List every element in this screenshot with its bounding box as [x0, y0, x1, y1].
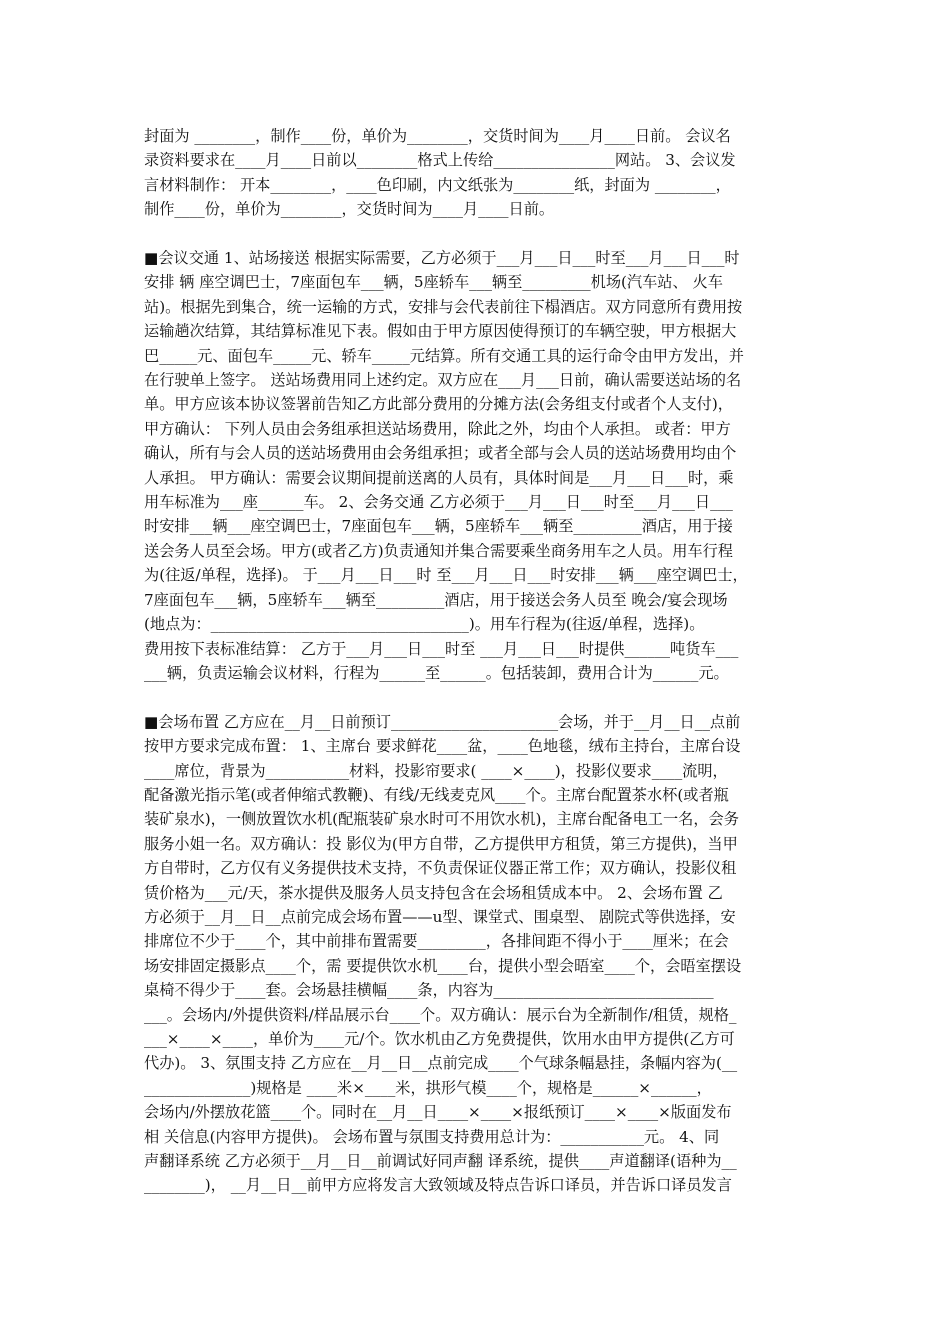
- text-line: 方自带时，乙方仅有义务提供技术支持，不负责保证仪器正常工作；双方确认，投影仪租: [144, 859, 737, 878]
- paragraph-materials: [144, 124, 814, 222]
- text-line: 服务小姐一名。双方确认：投 影仪为(甲方自带，乙方提供甲方租赁，第三方提供)，当甲: [144, 834, 738, 853]
- text-line: ___辆，负责运输会议材料，行程为______至______。包括装卸，费用合计为______元。: [144, 663, 729, 682]
- text-line: 费用按下表标准结算： 乙方于___月___日___时至 ___月___日___时提供______吨货车___: [144, 639, 739, 658]
- text-line: 安排 辆 座空调巴士，7座面包车___辆，5座轿车___辆至_________机场(汽车站、 火车: [144, 273, 723, 292]
- text-line: ____席位，背景为___________材料，投影帘要求( ____×____)，投影仪要求____流明，: [144, 761, 728, 780]
- text-line: 装矿泉水)，一侧放置饮水机(配瓶装矿泉水时可不用饮水机)，主席台配备电工一名，会务: [144, 810, 739, 829]
- text-line: 巴_____元、面包车_____元、轿车_____元结算。所有交通工具的运行命令由甲方发出，并: [144, 346, 744, 365]
- text-line: 场安排固定摄影点____个，需 要提供饮水机____台，提供小型会晤室____个，会晤室摆设: [144, 956, 742, 975]
- text-line: ________)， __月__日__前甲方应将发言大致领域及特点告诉口译员，并告诉口译员发言: [144, 1176, 732, 1195]
- text-line: 人承担。 甲方确认：需要会议期间提前送离的人员有，具体时间是___月___日___时，乘: [144, 468, 734, 487]
- text-line: 运输趟次结算，其结算标准见下表。假如由于甲方原因使得预订的车辆空驶，甲方根据大: [144, 322, 737, 341]
- text-line: 言材料制作： 开本________，____色印刷，内文纸张为________纸，封面为 ________，: [144, 175, 731, 194]
- text-line: 声翻译系统 乙方必须于__月__日__前调试好同声翻 译系统，提供____声道翻译(语种为__: [144, 1152, 737, 1171]
- paragraph-gap: [144, 685, 814, 709]
- text-line: 确认，所有与会人员的送站场费用由会务组承担；或者全部与会人员的送站场费用均由个: [144, 444, 737, 463]
- text-line: ___×____×____，单价为____元/个。饮水机由乙方免费提供，饮用水由甲方提供(乙方可: [144, 1030, 735, 1048]
- text-line: 甲方确认： 下列人员由会务组承担送站场费用，除此之外，均由个人承担。 或者：甲方: [144, 419, 731, 438]
- text-line: 方必须于__月__日__点前完成会场布置——u型、课堂式、围桌型、 剧院式等供选择，安: [144, 907, 736, 926]
- text-line: ___。会场内/外提供资料/样品展示台____个。双方确认：展示台为全新制作/租赁，规格_: [144, 1005, 737, 1024]
- text-line: 为(往返/单程，选择)。 于___月___日___时 至___月___日___时安排___辆___座空调巴士，: [144, 566, 748, 585]
- text-line: 排席位不少于____个，其中前排布置需要_________，各排间距不得小于____厘米；在会: [144, 932, 729, 951]
- text-line: 送会务人员至会场。甲方(或者乙方)负责通知并集合需要乘坐商务用车之人员。用车行程: [144, 541, 733, 560]
- text-line: ■会场布置 乙方应在__月__日前预订______________________会场，并于__月__日__点前: [144, 712, 741, 731]
- text-line: 录资料要求在____月____日前以________格式上传给________________网站。 3、会议发: [144, 151, 736, 170]
- text-line: 制作____份，单价为________，交货时间为____月____日前。: [144, 200, 555, 219]
- text-line: 时安排___辆___座空调巴士，7座面包车___辆，5座轿车___辆至_________酒店，用于接: [144, 517, 733, 536]
- text-line: 赁价格为___元/天，茶水提供及服务人员支持包含在会场租赁成本中。 2、会场布置 乙: [144, 883, 723, 902]
- text-line: 封面为 ________，制作____份，单价为________，交货时间为____月____日前。 会议名: [144, 127, 731, 145]
- text-line: 站)。根据先到集合，统一运输的方式，安排与会代表前往下榻酒店。双方同意所有费用按: [144, 297, 743, 316]
- text-line: 单。甲方应该本协议签署前告知乙方此部分费用的分摊方法(会务组支付或者个人支付)，: [144, 395, 733, 414]
- text-line: 代办)。 3、氛围支持 乙方应在__月__日__点前完成____个气球条幅悬挂，条幅内容为(__: [144, 1054, 738, 1073]
- text-line: 会场内/外摆放花篮____个。同时在__月__日____×____×报纸预订____×____×版面发布: [144, 1103, 732, 1122]
- text-line: 按甲方要求完成布置： 1、主席台 要求鲜花____盆，____色地毯，绒布主持台，主席台设: [144, 737, 741, 756]
- text-line: ______________)规格是 ____米×____米，拱形气模____个，规格是______×______，: [144, 1078, 712, 1097]
- text-line: 配备激光指示笔(或者伸缩式教鞭)、有线/无线麦克风____个。主席台配置茶水杯(或者瓶: [144, 785, 729, 804]
- paragraph-venue: [144, 710, 814, 1198]
- text-line: 相 关信息(内容甲方提供)。 会场布置与氛围支持费用总计为：___________元。 4、同: [144, 1127, 720, 1146]
- paragraph-transport: [144, 246, 814, 685]
- text-line: 桌椅不得少于____套。会场悬挂横幅____条，内容为_____________________________: [144, 981, 714, 1000]
- paragraph-gap: [144, 222, 814, 246]
- text-line: ■会议交通 1、站场接送 根据实际需要，乙方必须于___月___日___时至___月___日___时: [144, 249, 740, 268]
- document-body: [144, 124, 814, 1198]
- text-line: 用车标准为___座______车。 2、会务交通 乙方必须于___月___日___时至___月___日___: [144, 493, 733, 512]
- text-line: (地点为：__________________________________)。用车行程为(往返/单程，选择)。: [144, 615, 705, 634]
- text-line: 在行驶单上签字。 送站场费用同上述约定。双方应在___月___日前，确认需要送站场的名: [144, 371, 742, 390]
- text-line: 7座面包车___辆，5座轿车___辆至_________酒店，用于接送会务人员至 晚会/宴会现场: [144, 590, 728, 609]
